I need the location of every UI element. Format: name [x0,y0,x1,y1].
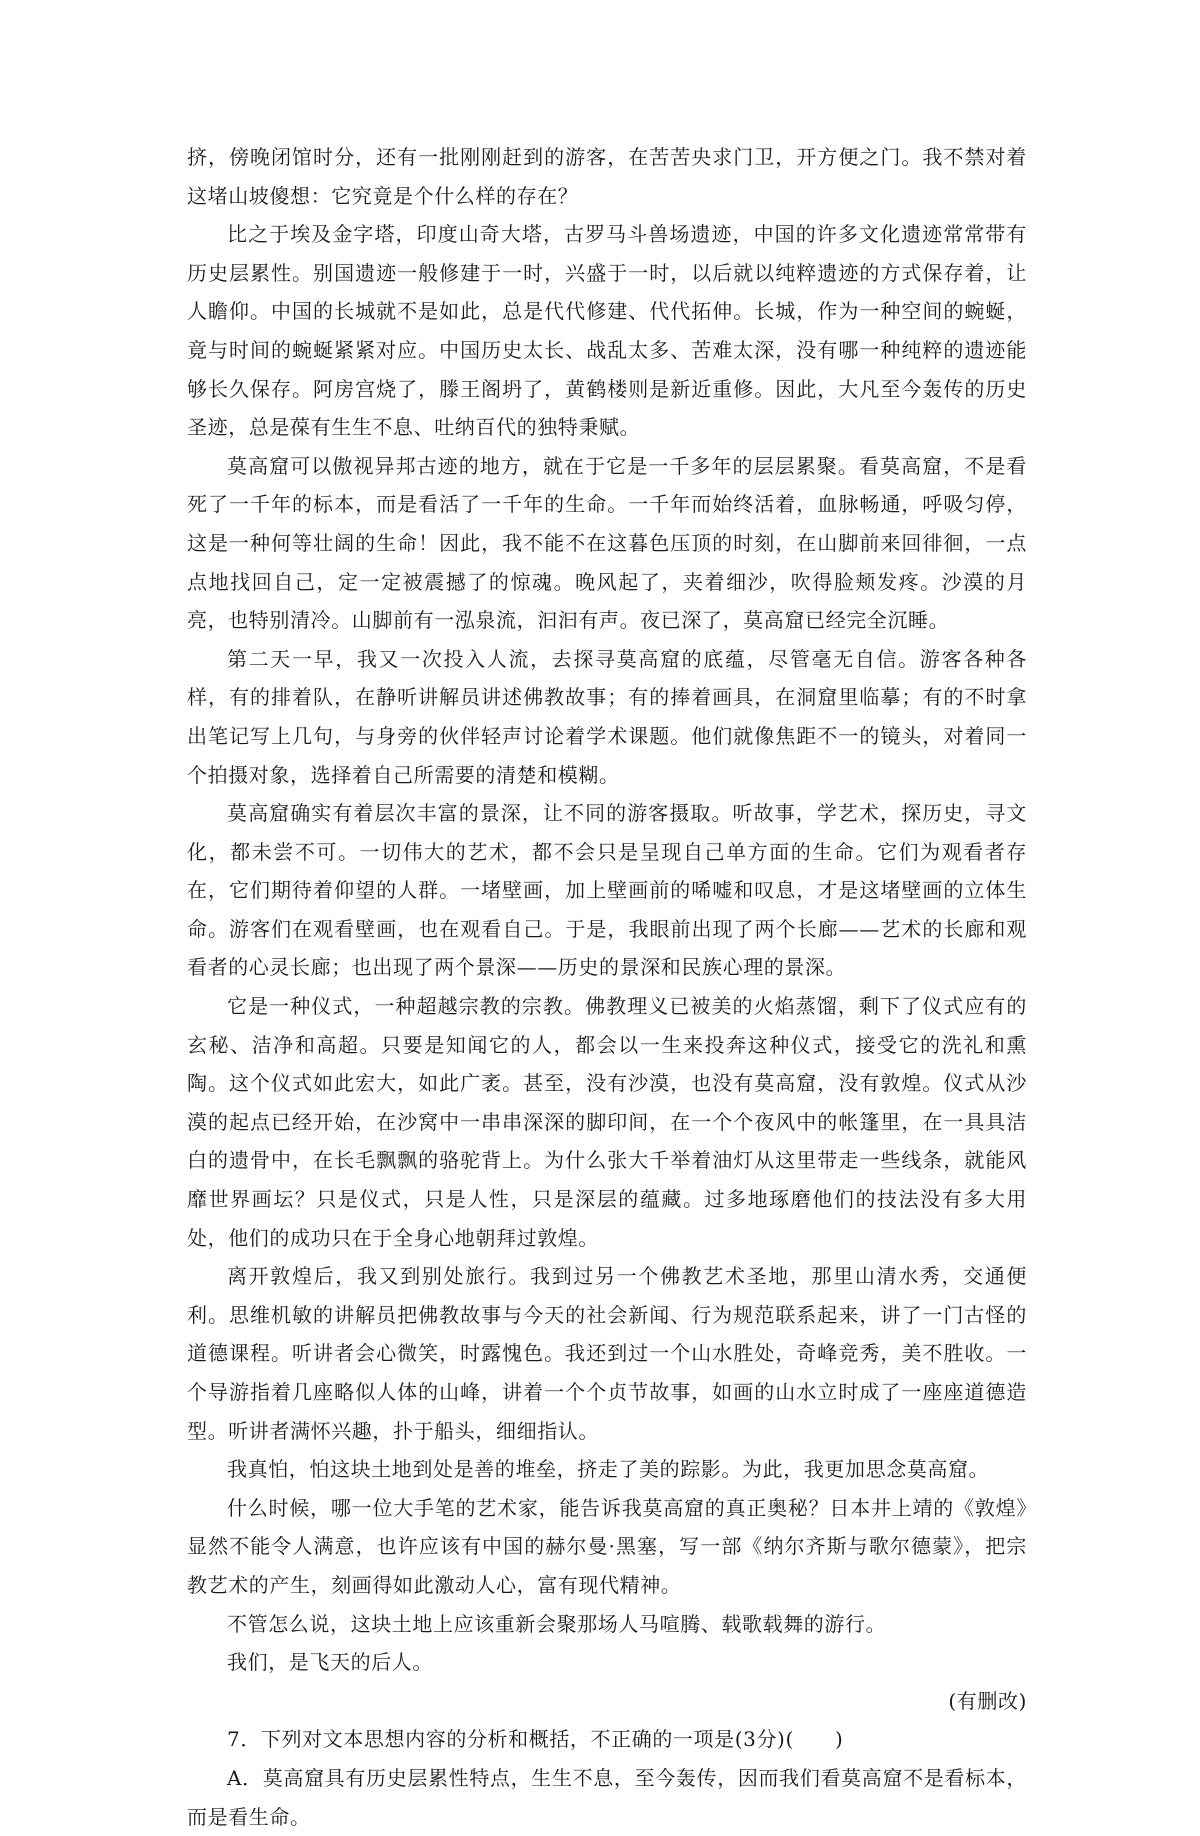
passage-paragraph: 我真怕，怕这块土地到处是善的堆垒，挤走了美的踪影。为此，我更加思念莫高窟。 [227,1457,990,1482]
passage-paragraph: 我们，是飞天的后人。 [227,1650,433,1675]
passage-paragraph: 莫高窟可以傲视异邦古迹的地方，就在于它是一千多年的层层累聚。看莫高窟，不是看死了一千年的标本，而是看活了一千年的生命。一千年而始终活着，血脉畅通，呼吸匀停，这是一种何等壮阔的生命！因此，我不能不在这暮色压顶的时刻，在山脚前来回徘徊，一点点地找回自己，定一定被震撼了的惊魂。晚风起了，夹着细沙，吹得脸颊发疼。沙漠的月亮，也特别清冷。山脚前有一泓泉流，汩汩有声。夜已深了，莫高窟已经完全沉睡。 [187,453,1027,633]
passage-paragraph: 第二天一早，我又一次投入人流，去探寻莫高窟的底蕴，尽管毫无自信。游客各种各样，有的排着队，在静听讲解员讲述佛教故事；有的捧着画具，在洞窟里临摹；有的不时拿出笔记写上几句，与身旁的伙伴轻声讨论着学术课题。他们就像焦距不一的镜头，对着同一个拍摄对象，选择着自己所需要的清楚和模糊。 [187,646,1027,787]
source-note: (有删改) [948,1688,1027,1713]
passage-paragraph: 不管怎么说，这块土地上应该重新会聚那场人马喧腾、载歌载舞的游行。 [227,1611,887,1636]
passage-paragraph: 它是一种仪式，一种超越宗教的宗教。佛教理义已被美的火焰蒸馏，剩下了仪式应有的玄秘、洁净和高超。只要是知闻它的人，都会以一生来投奔这种仪式，接受它的洗礼和熏陶。这个仪式如此宏大，如此广袤。甚至，没有沙漠，也没有莫高窟，没有敦煌。仪式从沙漠的起点已经开始，在沙窝中一串串深深的脚印间，在一个个夜风中的帐篷里，在一具具洁白的遗骨中，在长毛飘飘的骆驼背上。为什么张大千举着油灯从这里带走一些线条，就能风靡世界画坛？只是仪式，只是人性，只是深层的蕴藏。过多地琢磨他们的技法没有多大用处，他们的成功只在于全身心地朝拜过敦煌。 [187,994,1027,1250]
passage-paragraph: 什么时候，哪一位大手笔的艺术家，能告诉我莫高窟的真正奥秘？日本井上靖的《敦煌》显然不能令人满意，也许应该有中国的赫尔曼·黑塞，写一部《纳尔齐斯与歌尔德蒙》，把宗教艺术的产生，刻画得如此激动人心，富有现代精神。 [187,1495,1027,1597]
passage-paragraph: 莫高窟确实有着层次丰富的景深，让不同的游客摄取。听故事，学艺术，探历史，寻文化，都未尝不可。一切伟大的艺术，都不会只是呈现自己单方面的生命。它们为观看者存在，它们期待着仰望的人群。一堵壁画，加上壁画前的唏嘘和叹息，才是这堵壁画的立体生命。游客们在观看壁画，也在观看自己。于是，我眼前出现了两个长廊——艺术的长廊和观看者的心灵长廊；也出现了两个景深——历史的景深和民族心理的景深。 [187,801,1027,980]
reading-passage [187,138,1027,1836]
passage-paragraph: 挤，傍晚闭馆时分，还有一批刚刚赶到的游客，在苦苦央求门卫，开方便之门。我不禁对着这堵山坡傻想：它究竟是个什么样的存在？ [187,145,1027,208]
passage-paragraph: 比之于埃及金字塔，印度山奇大塔，古罗马斗兽场遗迹，中国的许多文化遗迹常常带有历史层累性。别国遗迹一般修建于一时，兴盛于一时，以后就以纯粹遗迹的方式保存着，让人瞻仰。中国的长城就不是如此，总是代代修建、代代拓伸。长城，作为一种空间的蜿蜒，竟与时间的蜿蜒紧紧对应。中国历史太长、战乱太多、苦难太深，没有哪一种纯粹的遗迹能够长久保存。阿房宫烧了，滕王阁坍了，黄鹤楼则是新近重修。因此，大凡至今轰传的历史圣迹，总是葆有生生不息、吐纳百代的独特秉赋。 [187,222,1027,440]
passage-paragraph: 离开敦煌后，我又到别处旅行。我到过另一个佛教艺术圣地，那里山清水秀，交通便利。思维机敏的讲解员把佛教故事与今天的社会新闻、行为规范联系起来，讲了一门古怪的道德课程。听讲者会心微笑，时露愧色。我还到过一个山水胜处，奇峰竞秀，美不胜收。一个导游指着几座略似人体的山峰，讲着一个个贞节故事，如画的山水立时成了一座座道德造型。听讲者满怀兴趣，扑于船头，细细指认。 [187,1264,1027,1443]
question-stem: 7．下列对文本思想内容的分析和概括，不正确的一项是(3分)( ) [227,1727,844,1752]
answer-option-a: A．莫高窟具有历史层累性特点，生生不息，至今轰传，因而我们看莫高窟不是看标本，而是看生命。 [187,1765,1027,1829]
